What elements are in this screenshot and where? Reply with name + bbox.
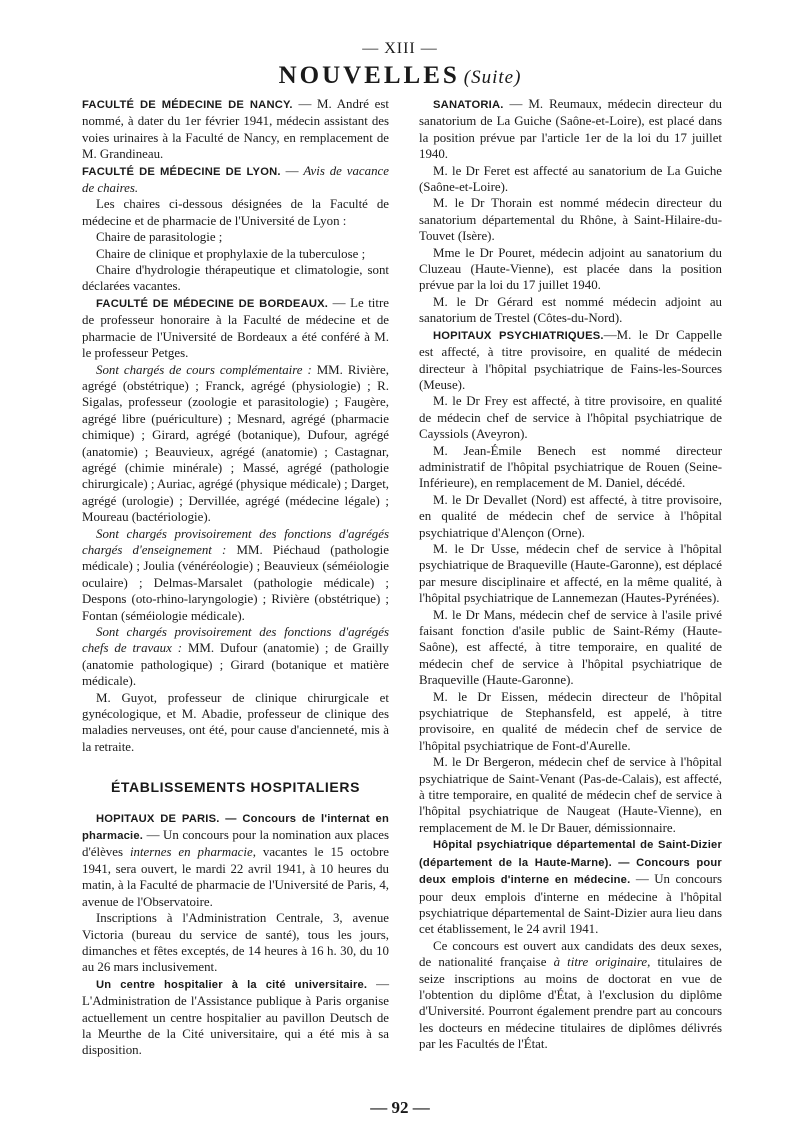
enseignement-text: MM. Piéchaud (pathologie médicale) ; Joulia (vénéréologie) ; Beauvieux (séméiologie oculaire) ; Delmas-Marsalet (pathologie médicale) ; Despons (oto-rhino-laryngologie) ; Rivière (obstétrique) ; Fontan (séméiologie médicale). (82, 542, 389, 623)
psychiatric-heading: HOPITAUX PSYCHIATRIQUES. (433, 329, 604, 342)
lyon-paragraph (82, 163, 389, 197)
saint-dizier-text: — Un concours pour deux emplois d'interne en médecine à l'hôpital psychiatrique départemental de Saint-Dizier aura lieu dans cet établissement, le 24 avril 1941. (419, 872, 722, 937)
bordeaux-heading: FACULTÉ DE MÉDECINE DE BORDEAUX. (96, 297, 329, 310)
nancy-paragraph (82, 96, 389, 163)
travaux-lead: Sont chargés provisoirement des fonctions d'agrégés chefs de travaux : (82, 625, 389, 656)
lyon-text-4: Chaire d'hydrologie thérapeutique et climatologie, sont déclarées vacantes. (82, 263, 389, 294)
sanatoria-text: — M. Reumaux, médecin directeur du sanatorium de La Guiche (Saône-et-Loire), est placé dans la position prévue par l'article 1er de la loi du 17 juillet 1940. (419, 97, 722, 162)
section-heading: ÉTABLISSEMENTS HOSPITALIERS (110, 779, 361, 796)
eissen-paragraph: M. le Dr Eissen, médecin directeur de l'hôpital psychiatrique de Stephansfeld, est appelé, à titre provisoire, en qualité de médecin chef de service de l'hôpital psychiatrique de Font-d'Aurelle. (419, 689, 722, 753)
benech-paragraph: M. Jean-Émile Benech est nommé directeur administratif de l'hôpital psychiatrique de Rouen (Seine-Inférieure), en remplacement de M. Daniel, décédé. (419, 443, 722, 491)
concours-paragraph (419, 938, 722, 1053)
lyon-text-1: Les chaires ci-dessous désignées de la Faculté de médecine et de pharmacie de l'Université de Lyon : (82, 197, 389, 228)
enseignement-lead: Sont chargés provisoirement des fonctions d'agrégés chargés d'enseignement : (82, 526, 389, 557)
lyon-text-2: Chaire de parasitologie ; (96, 230, 223, 245)
paris-text-1: — Un concours pour la nomination aux places d'élèves (82, 828, 389, 860)
frey-paragraph: M. le Dr Frey est affecté, à titre provisoire, en qualité de médecin chef de service à l'hôpital psychiatrique de Cayssiols (Aveyron). (419, 394, 722, 442)
nancy-heading: FACULTÉ DE MÉDECINE DE NANCY. (82, 99, 293, 111)
paris-text-2: , vacantes le 15 octobre 1941, sera ouvert, le mardi 22 avril 1941, à 10 heures du matin, à la Faculté de pharmacie de l'Université de Paris, 4, avenue de l'Observatoire. (82, 845, 389, 909)
concours-text-2: , titulaires de seize inscriptions au moins de doctorat en vue de l'obtention du diplôme d'État, à l'exclusion du diplôme d'Université. Pourront également prendre part au concours les docteurs en médecine titulaires de diplômes délivrés par les Facultés de l'État. (419, 955, 722, 1052)
psychiatric-text: —M. le Dr Cappelle est affecté, à titre provisoire, en qualité de médecin directeur à l'hôpital psychiatrique de Fains-les-Sources (Meuse). (419, 327, 723, 392)
bordeaux-text: — Le titre de professeur honoraire à la Faculté de médecine et de pharmacie de l'Université de Bordeaux a été conféré à M. le professeur Petges. (82, 295, 389, 361)
travaux-paragraph (82, 624, 389, 690)
bergeron-paragraph: M. le Dr Bergeron, médecin chef de service à l'hôpital psychiatrique de Saint-Venant (Pas-de-Calais), est affecté, à titre temporaire, en qualité de médecin chef de service à l'hôpital psychiatrique de Naugeat (Haute-Vienne), en remplacement de M. le Dr Bauer, démissionnaire. (419, 755, 722, 835)
page-number: — 92 — (370, 1098, 430, 1117)
psychiatric-paragraph (419, 327, 722, 394)
paris-italic: internes en pharmacie (129, 845, 253, 860)
saint-dizier-heading: Hôpital psychiatrique départemental de Saint-Dizier (département de la Haute-Marne). — Concours pour deux emplois d'interne en médecine. (419, 839, 722, 887)
paris-paragraph (82, 810, 389, 910)
guyot-paragraph: M. Guyot, professeur de clinique chirurgicale et gynécologique, et M. Abadie, professeur de clinique des maladies nerveuses, ont été, pour cause d'ancienneté, mis à la retraite. (82, 690, 389, 754)
paris-heading: HOPITAUX DE PARIS. (96, 812, 220, 825)
nancy-text: — M. André est nommé, à dater du 1er février 1941, médecin assistant des voies urinaires à la Faculté de Nancy, en remplacement de M. Grandineau. (82, 97, 389, 162)
bordeaux-paragraph (82, 295, 389, 362)
concours-text-1: Ce concours est ouvert aux candidats des deux sexes, de nationalité française (419, 938, 722, 970)
mans-paragraph: M. le Dr Mans, médecin chef de service à l'asile privé faisant fonction d'asile public de Saint-Rémy (Haute-Saône), est affecté, à titre temporaire, en qualité de médecin chef de service à l'hôpital psychiatrique de Braqueville (Haute-Garonne). (419, 607, 722, 688)
centre-dash: — (367, 976, 389, 991)
devallet-paragraph: M. le Dr Devallet (Nord) est affecté, à titre provisoire, en qualité de médecin chef de service à l'hôpital psychiatrique d'Alençon (Orne). (419, 492, 722, 540)
centre-heading: Un centre hospitalier à la cité universitaire. (96, 978, 368, 991)
title-main: NOUVELLES (278, 62, 460, 89)
thorain-paragraph: M. le Dr Thorain est nommé médecin directeur du sanatorium départemental du Rhône, à Saint-Hilaire-du-Touvet (Isère). (419, 196, 722, 244)
lyon-text-3: Chaire de clinique et prophylaxie de la tuberculose ; (96, 246, 366, 261)
enseignement-paragraph (82, 526, 389, 624)
sanatoria-paragraph (419, 96, 722, 163)
right-column (419, 96, 722, 1053)
usse-paragraph: M. le Dr Usse, médecin chef de service à l'hôpital psychiatrique de Braqueville (Haute-Garonne), est déplacé par mesure disciplinaire et affecté, en la même qualité, à l'hôpital psychiatrique de Lannemezan (Hautes-Pyrénées). (419, 541, 722, 606)
title-suite: (Suite) (463, 67, 522, 88)
concours-italic: à titre originaire (553, 955, 648, 970)
roman-page-number: — XIII — (362, 40, 438, 57)
page-title (0, 62, 800, 90)
inscriptions-paragraph: Inscriptions à l'Administration Centrale, 3, avenue Victoria (bureau du service de santé), tous les jours, dimanches et fêtes exceptés, de 14 heures à 16 h. 30, du 10 au 26 mars inclusivement. (82, 911, 389, 975)
centre-text: L'Administration de l'Assistance publique à Paris organise actuellement un centre hospitalier au pavillon Deutsch de la Meurthe de la Cité universitaire, qui a été mis à sa disposition. (82, 994, 389, 1058)
cours-lead: Sont chargés de cours complémentaire : (96, 362, 312, 377)
paris-subheading: — Concours de l'internat en pharmacie. (82, 812, 389, 843)
travaux-text: MM. Dufour (anatomie) ; de Grailly (anatomie pathologique) ; Girard (botanique et matière médicale). (82, 641, 389, 689)
feret-paragraph: M. le Dr Feret est affecté au sanatorium de La Guiche (Saône-et-Loire). (419, 163, 722, 195)
pouret-paragraph: Mme le Dr Pouret, médecin adjoint au sanatorium du Cluzeau (Haute-Vienne), est placée dans la position prévue par la loi du 17 juillet 1940. (419, 245, 722, 293)
centre-paragraph (82, 976, 389, 1059)
cours-text: MM. Rivière, agrégé (obstétrique) ; Franck, agrégé (physiologie) ; R. Sigalas, professeur (zoologie et parasitologie) ; Faugère, agrégé libre (puériculture) ; Mesnard, agrégé (pharmacie chimique) ; Girard, agrégé (botanique), Dufour, agrégé (anatomie) ; Beauvieux, agrégé (anatomie) ; Castagnar, agrégé (chimie minérale) ; Massé, agrégé (pathologie chirurgicale) ; Auriac, agrégé (physique médicale) ; Darget, agrégé (urologie) ; Dervillée, agrégé (médecine légale) ; Moureau (bactériologie). (82, 362, 389, 525)
lyon-heading: FACULTÉ DE MÉDECINE DE LYON. (82, 165, 281, 178)
saint-dizier-paragraph (419, 836, 722, 937)
left-column (82, 96, 389, 1059)
cours-paragraph (82, 362, 389, 526)
lyon-dash: — (280, 163, 304, 178)
sanatoria-heading: SANATORIA. (433, 99, 504, 111)
lyon-notice: Avis de vacance de chaires. (82, 163, 389, 196)
gerard-paragraph: M. le Dr Gérard est nommé médecin adjoint au sanatorium de Trestel (Côtes-du-Nord). (419, 294, 722, 326)
